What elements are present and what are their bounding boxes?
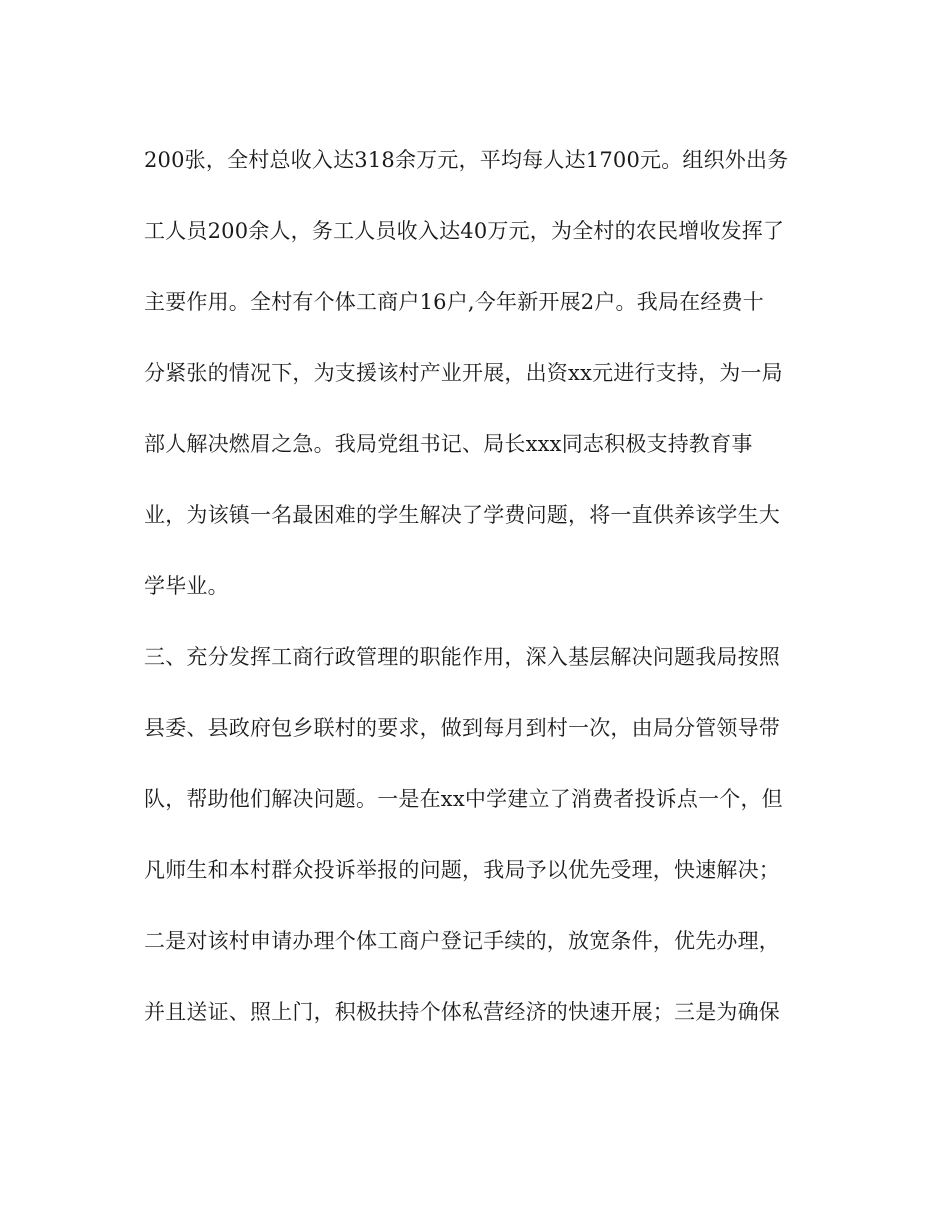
text-line-7: 学毕业。 — [144, 574, 229, 598]
text-line-2: 工人员200余人，务工人员收入达40万元，为全村的农民增收发挥了 — [144, 219, 785, 243]
text-line-13: 并且送证、照上门，积极扶持个体私营经济的快速开展；三是为确保 — [144, 1000, 780, 1024]
text-line-5: 部人解决燃眉之急。我局党组书记、局长xxx同志积极支持教育事 — [144, 432, 753, 456]
text-line-6: 业，为该镇一名最困难的学生解决了学费问题，将一直供养该学生大 — [144, 503, 780, 527]
text-line-11: 凡师生和本村群众投诉举报的问题，我局予以优先受理，快速解决； — [144, 858, 780, 882]
text-line-12: 二是对该村申请办理个体工商户登记手续的，放宽条件，优先办理， — [144, 929, 780, 953]
text-line-10: 队，帮助他们解决问题。一是在xx中学建立了消费者投诉点一个，但 — [144, 787, 783, 811]
text-line-9: 县委、县政府包乡联村的要求，做到每月到村一次，由局分管领导带 — [144, 716, 780, 740]
text-line-4: 分紧张的情况下，为支援该村产业开展，出资xx元进行支持，为一局 — [144, 361, 783, 385]
text-line-1: 200张，全村总收入达318余万元，平均每人达1700元。组织外出务 — [144, 148, 789, 172]
text-line-8: 三、充分发挥工商行政管理的职能作用，深入基层解决问题我局按照 — [144, 645, 780, 669]
text-line-3: 主要作用。全村有个体工商户16户,今年新开展2户。我局在经费十 — [144, 290, 764, 314]
